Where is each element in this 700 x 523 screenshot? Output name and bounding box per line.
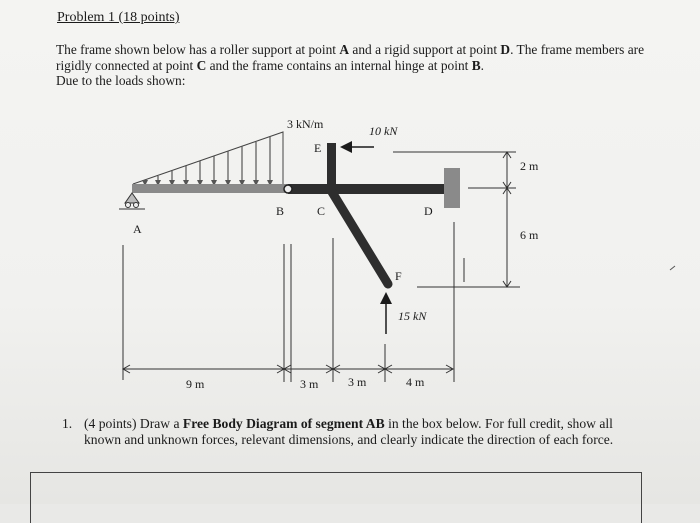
dim-6m: 6 m [520, 228, 539, 242]
statement-text: and the frame contains an internal hinge at point [206, 57, 472, 73]
roller-support-a [119, 193, 145, 209]
dim-3m-a: 3 m [300, 377, 319, 391]
dim-9m: 9 m [186, 377, 205, 391]
load-label-e: 10 kN [369, 124, 398, 138]
dim-2m: 2 m [520, 159, 539, 173]
statement-text: . [480, 57, 485, 73]
question-text: in the box below. For full credit, show all known and unknown forces, relevant dimensions, and clearly indicate the direction of each force. [84, 416, 614, 447]
statement-text: The frame shown below has a roller support at point [56, 42, 340, 57]
load-label-f: 15 kN [398, 309, 427, 323]
dim-4m: 4 m [406, 375, 425, 389]
label-e: E [314, 141, 322, 155]
horizontal-dimensions [123, 365, 453, 373]
question-text: (4 points) Draw a [84, 416, 183, 431]
point-c-ref: C [196, 57, 207, 73]
label-f: F [395, 269, 402, 283]
member-ab [132, 184, 288, 193]
answer-box [30, 472, 642, 523]
label-c: C [317, 204, 326, 218]
statement-text: . The frame members are rigidly connected at point [56, 42, 645, 73]
member-ce [327, 143, 336, 191]
distributed-load [133, 117, 324, 186]
label-a: A [133, 222, 142, 236]
point-a-ref: A [339, 42, 350, 57]
point-b-ref: B [471, 57, 481, 73]
fixed-support-d [444, 168, 460, 208]
distributed-load-label: 3 kN/m [287, 117, 324, 131]
question-emphasis: Free Body Diagram of segment AB [182, 416, 385, 431]
question-number: 1. [62, 416, 73, 431]
member-bd [288, 184, 444, 194]
hinge-b [284, 185, 292, 193]
point-d-ref: D [500, 42, 511, 57]
problem-title: Problem 1 (18 points) [57, 10, 180, 25]
member-cf [332, 192, 388, 284]
extension-lines [123, 222, 464, 382]
question-1 [62, 416, 652, 448]
statement-text: Due to the loads shown: [56, 73, 186, 88]
pen-mark [670, 266, 675, 270]
label-b: B [276, 204, 285, 218]
statement-text: and a rigid support at point [349, 42, 501, 57]
dim-3m-b: 3 m [348, 375, 367, 389]
label-d: D [424, 204, 433, 218]
